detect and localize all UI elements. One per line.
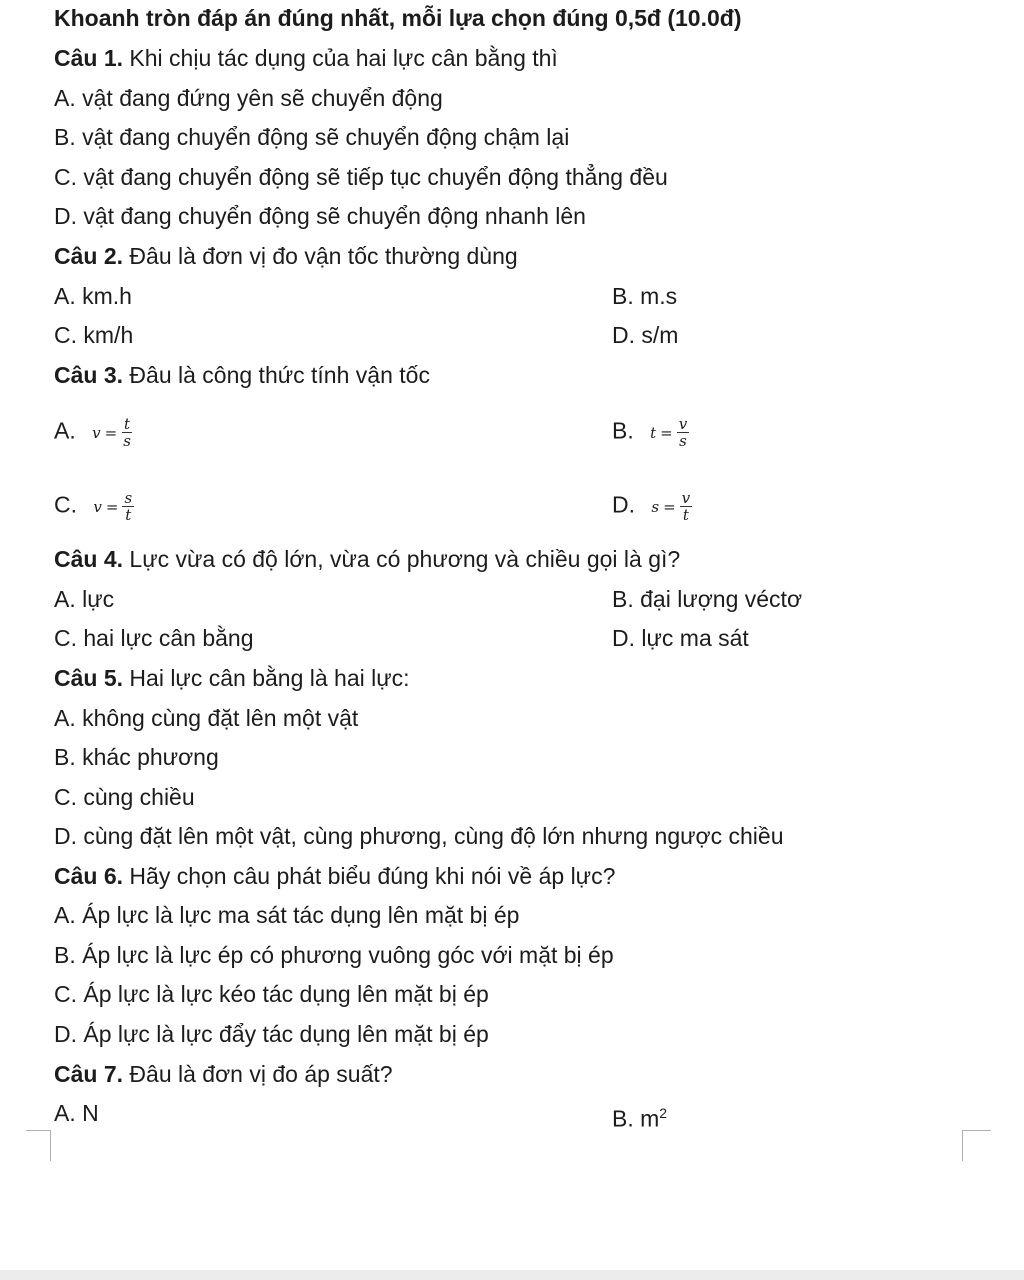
formula-d-num: v (681, 489, 691, 507)
question-5-label: Câu 5. (54, 665, 124, 691)
question-6-label: Câu 6. (54, 863, 124, 889)
q6-option-c[interactable]: C. Áp lực là lực kéo tác dụng lên mặt bị ép (54, 981, 489, 1007)
q7-option-b-unit: m (640, 1105, 660, 1132)
formula-b-fraction (677, 416, 689, 449)
formula-c-den: t (125, 506, 132, 524)
question-4-label: Câu 4. (54, 546, 124, 572)
formula-a-den: s (123, 432, 131, 450)
formula-d (651, 490, 692, 523)
formula-c-num: s (124, 489, 133, 507)
formula-a-num: t (124, 415, 131, 433)
q1-option-b[interactable]: B. vật đang chuyển động sẽ chuyển động chậm lại (54, 124, 570, 150)
q2-option-b[interactable]: B. m.s (612, 283, 678, 309)
q1-option-a[interactable]: A. vật đang đứng yên sẽ chuyển động (54, 85, 443, 111)
formula-a-fraction (121, 416, 133, 449)
question-6 (54, 862, 615, 890)
q3-option-b-letter: B. (612, 417, 634, 444)
q4-option-a[interactable]: A. lực (54, 586, 115, 612)
question-3-text: Đâu là công thức tính vận tốc (123, 362, 430, 388)
q3-option-a[interactable] (54, 416, 133, 449)
q3-option-d[interactable] (612, 490, 692, 523)
formula-d-equals: = (663, 497, 676, 516)
question-3-label: Câu 3. (54, 362, 124, 388)
q2-option-c[interactable]: C. km/h (54, 322, 134, 348)
question-1-label: Câu 1. (54, 45, 124, 71)
page-corner-left (26, 1130, 51, 1161)
q7-option-a[interactable]: A. N (54, 1100, 99, 1126)
question-2-text: Đâu là đơn vị đo vận tốc thường dùng (123, 243, 518, 269)
question-2 (54, 242, 518, 270)
question-4 (54, 545, 680, 573)
question-2-label: Câu 2. (54, 243, 124, 269)
formula-b-den: s (679, 432, 687, 450)
q2-option-d[interactable]: D. s/m (612, 322, 679, 348)
formula-b (650, 416, 689, 449)
q4-option-c[interactable]: C. hai lực cân bằng (54, 625, 254, 651)
q3-option-c[interactable] (54, 490, 134, 523)
formula-d-lhs: s (651, 497, 660, 516)
q6-option-d[interactable]: D. Áp lực là lực đẩy tác dụng lên mặt bị ép (54, 1021, 489, 1047)
q1-option-d[interactable]: D. vật đang chuyển động sẽ chuyển động nhanh lên (54, 203, 586, 229)
formula-d-fraction (680, 490, 692, 523)
formula-b-num: v (678, 415, 688, 433)
q3-option-d-letter: D. (612, 491, 635, 518)
q6-option-a[interactable]: A. Áp lực là lực ma sát tác dụng lên mặt bị ép (54, 902, 520, 928)
page-header: Khoanh tròn đáp án đúng nhất, mỗi lựa chọn đúng 0,5đ (10.0đ) (54, 5, 742, 31)
q7-option-b-letter: B. (612, 1105, 634, 1132)
q3-option-c-letter: C. (54, 491, 77, 518)
question-1 (54, 44, 558, 72)
q2-option-a[interactable]: A. km.h (54, 283, 132, 309)
q5-option-c[interactable]: C. cùng chiều (54, 784, 195, 810)
question-7-label: Câu 7. (54, 1061, 124, 1087)
question-1-text: Khi chịu tác dụng của hai lực cân bằng thì (123, 45, 558, 71)
q3-option-b[interactable] (612, 416, 689, 449)
question-6-text: Hãy chọn câu phát biểu đúng khi nói về áp lực? (123, 863, 616, 889)
question-7-text: Đâu là đơn vị đo áp suất? (123, 1061, 393, 1087)
q3-option-a-letter: A. (54, 417, 76, 444)
q5-option-a[interactable]: A. không cùng đặt lên một vật (54, 705, 359, 731)
formula-b-lhs: t (650, 423, 657, 442)
formula-c (93, 490, 134, 523)
question-4-text: Lực vừa có độ lớn, vừa có phương và chiều gọi là gì? (123, 546, 681, 572)
formula-c-fraction (122, 490, 134, 523)
q6-option-b[interactable]: B. Áp lực là lực ép có phương vuông góc với mặt bị ép (54, 942, 614, 968)
page-corner-right (962, 1130, 991, 1161)
bottom-bar (0, 1270, 1024, 1280)
q1-option-c[interactable]: C. vật đang chuyển động sẽ tiếp tục chuyển động thẳng đều (54, 164, 668, 190)
formula-a-equals: = (104, 423, 118, 442)
question-5 (54, 664, 410, 692)
question-3 (54, 361, 430, 389)
question-5-text: Hai lực cân bằng là hai lực: (123, 665, 410, 691)
formula-a (92, 416, 133, 449)
q5-option-d[interactable]: D. cùng đặt lên một vật, cùng phương, cùng độ lớn nhưng ngược chiều (54, 823, 784, 849)
q4-option-b[interactable]: B. đại lượng véctơ (612, 586, 803, 612)
formula-b-equals: = (660, 423, 673, 442)
formula-c-lhs: v (93, 497, 102, 516)
q5-option-b[interactable]: B. khác phương (54, 744, 219, 770)
q4-option-d[interactable]: D. lực ma sát (612, 625, 749, 651)
formula-c-equals: = (105, 497, 119, 516)
formula-a-lhs: v (92, 423, 101, 442)
q7-option-b[interactable] (612, 1099, 667, 1133)
formula-d-den: t (682, 506, 689, 524)
q7-option-b-exponent: 2 (659, 1105, 668, 1121)
question-7 (54, 1060, 393, 1088)
